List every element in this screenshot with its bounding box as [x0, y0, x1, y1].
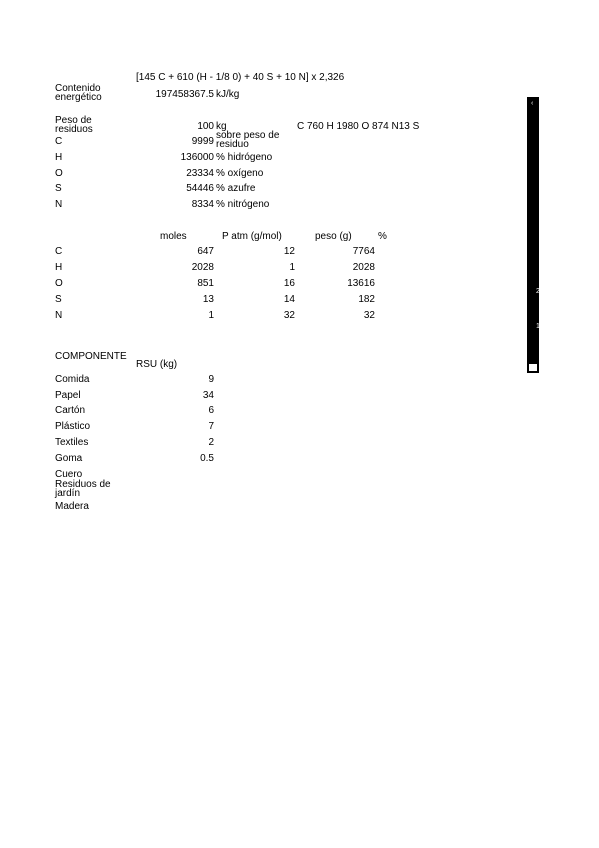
energy-unit: kJ/kg [216, 89, 240, 100]
table-cell-peso: 32 [363, 310, 375, 321]
element-value: 8334 [191, 199, 214, 210]
side-panel-glyph: 2 [536, 288, 540, 295]
header-moles: moles [160, 231, 187, 242]
energy-formula: [145 C + 610 (H - 1/8 0) + 40 S + 10 N] x 2,326 [136, 72, 345, 83]
component-name: Cuero [55, 469, 83, 480]
element-symbol: C [55, 136, 63, 147]
table-row-symbol: H [55, 262, 63, 273]
element-symbol: H [55, 152, 63, 163]
energy-value: 197458367.5 [155, 89, 214, 100]
component-value: 2 [208, 437, 214, 448]
element-symbol: S [55, 183, 62, 194]
element-value: 54446 [186, 183, 214, 194]
side-panel-glyph: 1 [536, 323, 540, 330]
side-panel-glyph: ‹ [531, 100, 534, 107]
table-cell-patm: 32 [283, 310, 295, 321]
waste-chemical-formula: C 760 H 1980 O 874 N13 S [297, 121, 420, 132]
component-value: 0.5 [200, 453, 214, 464]
table-cell-moles: 13 [202, 294, 214, 305]
component-value: 6 [208, 405, 214, 416]
element-desc: sobre peso de residuo [216, 130, 280, 150]
table-cell-peso: 13616 [347, 278, 375, 289]
component-name: Papel [55, 390, 81, 401]
components-header: COMPONENTE [55, 351, 127, 362]
element-value: 9999 [191, 136, 214, 147]
table-cell-moles: 647 [197, 246, 214, 257]
component-name: Plástico [55, 421, 91, 432]
component-value: 9 [208, 374, 214, 385]
table-row-symbol: C [55, 246, 63, 257]
element-desc: % nitrógeno [216, 199, 270, 210]
energy-label: Contenido energético [55, 83, 102, 103]
table-cell-moles: 851 [197, 278, 214, 289]
table-cell-moles: 2028 [191, 262, 214, 273]
table-row-symbol: S [55, 294, 62, 305]
component-value: 7 [208, 421, 214, 432]
element-desc: % hidrógeno [216, 152, 273, 163]
header-peso: peso (g) [315, 231, 352, 242]
table-row-symbol: N [55, 310, 63, 321]
table-cell-peso: 182 [358, 294, 375, 305]
table-cell-patm: 12 [283, 246, 295, 257]
element-symbol: O [55, 168, 63, 179]
side-panel-square-icon [529, 364, 537, 371]
component-value: 34 [202, 390, 214, 401]
component-name: Textiles [55, 437, 89, 448]
table-cell-peso: 2028 [352, 262, 375, 273]
component-name: Madera [55, 501, 89, 512]
rsu-header: RSU (kg) [136, 359, 178, 370]
element-desc: % azufre [216, 183, 256, 194]
element-value: 23334 [186, 168, 214, 179]
header-patm: P atm (g/mol) [222, 231, 282, 242]
header-percent: % [378, 231, 387, 242]
table-cell-moles: 1 [208, 310, 214, 321]
component-name: Goma [55, 453, 83, 464]
element-value: 136000 [180, 152, 214, 163]
table-cell-peso: 7764 [352, 246, 375, 257]
table-row-symbol: O [55, 278, 63, 289]
waste-value: 100 [197, 121, 214, 132]
element-desc: % oxígeno [216, 168, 264, 179]
waste-label: Peso de residuos [55, 115, 93, 135]
component-name: Comida [55, 374, 90, 385]
component-name: Cartón [55, 405, 86, 416]
table-cell-patm: 16 [283, 278, 295, 289]
element-symbol: N [55, 199, 63, 210]
side-panel-strip [527, 97, 539, 373]
table-cell-patm: 1 [289, 262, 295, 273]
table-cell-patm: 14 [283, 294, 295, 305]
waste-unit: kg [216, 121, 227, 132]
component-name: Residuos de jardín [55, 479, 111, 499]
